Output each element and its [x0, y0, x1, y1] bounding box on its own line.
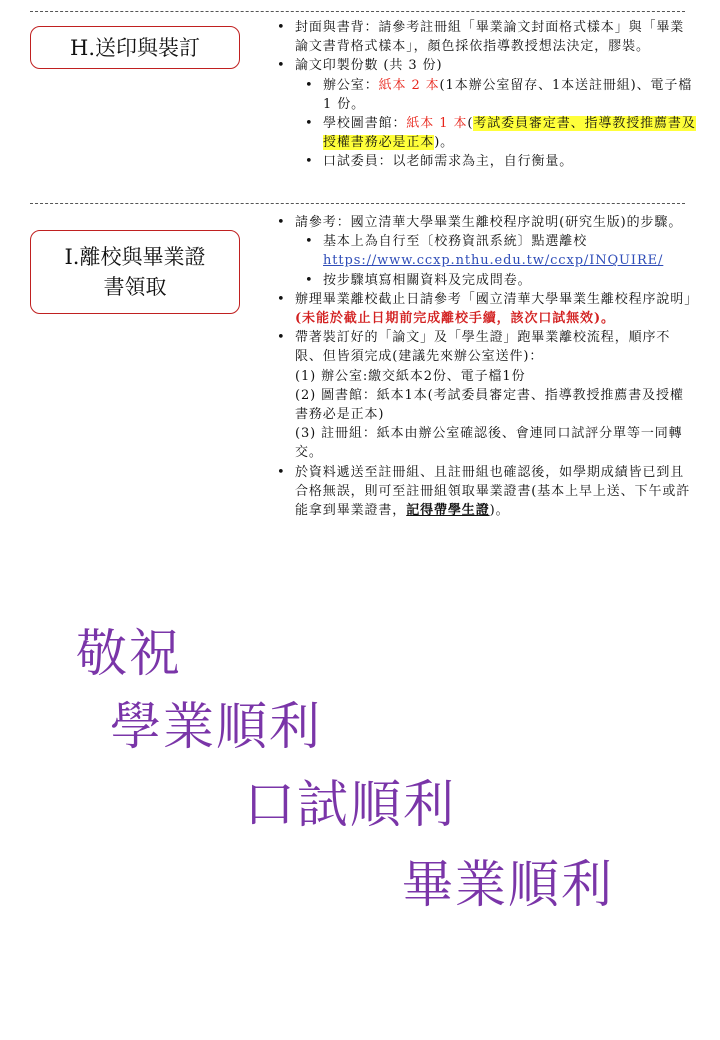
bullet-process: • 帶著裝訂好的「論文」及「學生證」跑畢業離校流程，順序不限、但皆須完成(建議先來辦公室送件)：	[276, 328, 696, 366]
bullet-cover-spine: • 封面與書背：請參考註冊組「畢業論文封面格式樣本」與「畢業論文書背格式樣本」，顏色採依指導教授想法決定，膠裝。	[276, 18, 696, 56]
section-h-title-box	[30, 26, 240, 69]
blessing-line-1: 敬祝	[76, 625, 183, 684]
bullet-reference: • 請參考：國立清華大學畢業生離校程序說明(研究生版)的步驟。	[276, 213, 696, 232]
process-step-library: (2) 圖書館：紙本1本(考試委員審定書、指導教授推薦書及授權書務必是正本)	[295, 387, 684, 423]
bring-student-id: 記得帶學生證	[406, 503, 490, 519]
blessing-line-3: 口試順利	[244, 776, 457, 835]
section-h-content	[276, 18, 696, 172]
section-i-title-box	[30, 230, 240, 314]
process-step-registry: (3) 註冊組：紙本由辦公室確認後、會連同口試評分單等一同轉交。	[295, 426, 683, 461]
section-h-title: H.送印與裝訂	[70, 35, 200, 60]
library-highlight: 考試委員審定書、指導教授推薦書及授權書務必是正本	[323, 116, 696, 151]
sub-bullet-system: • 基本上為自行至〔校務資訊系統〕點選離校 https://www.ccxp.nthu.edu.tw/ccxp/INQUIRE/	[276, 232, 696, 270]
sub-bullet-committee: • 口試委員：以老師需求為主，自行衡量。	[276, 152, 696, 171]
sub-bullet-survey: • 按步驟填寫相關資料及完成問卷。	[276, 271, 696, 290]
divider-middle	[30, 203, 685, 204]
section-i-title-line2: 書領取	[103, 275, 167, 299]
office-copies: 紙本 2 本	[378, 77, 440, 93]
divider-top	[30, 11, 685, 12]
sub-bullet-office: • 辦公室：紙本 2 本(1本辦公室留存、1本送註冊組)、電子檔 1 份。	[276, 76, 696, 114]
section-i-title-line1: I.離校與畢業證	[64, 245, 206, 269]
library-copies: 紙本 1 本	[406, 116, 468, 132]
process-step-office: (1) 辦公室:繳交紙本2份、電子檔1份	[295, 368, 526, 384]
blessing-line-2: 學業順利	[110, 698, 323, 757]
bullet-diploma: • 於資料遞送至註冊組、且註冊組也確認後，如學期成績皆已到且合格無誤，則可至註冊組領取畢業證書(基本上早上送、下午或許能拿到畢業證書，記得帶學生證)。	[276, 463, 696, 521]
section-i-content	[276, 213, 699, 520]
sub-bullet-library: • 學校圖書館：紙本 1 本(考試委員審定書、指導教授推薦書及授權書務必是正本)。	[276, 114, 696, 152]
inquire-link[interactable]: https://www.ccxp.nthu.edu.tw/ccxp/INQUIRE/	[323, 253, 664, 269]
bullet-print-copies: • 論文印製份數 (共 3 份)	[276, 56, 696, 75]
deadline-warning: (未能於截止日期前完成離校手續，該次口試無效)。	[295, 311, 615, 327]
blessing-line-4: 畢業順利	[402, 856, 615, 915]
bullet-deadline: • 辦理畢業離校截止日請參考「國立清華大學畢業生離校程序說明」(未能於截止日期前完成離校手續，該次口試無效)。	[276, 290, 696, 328]
